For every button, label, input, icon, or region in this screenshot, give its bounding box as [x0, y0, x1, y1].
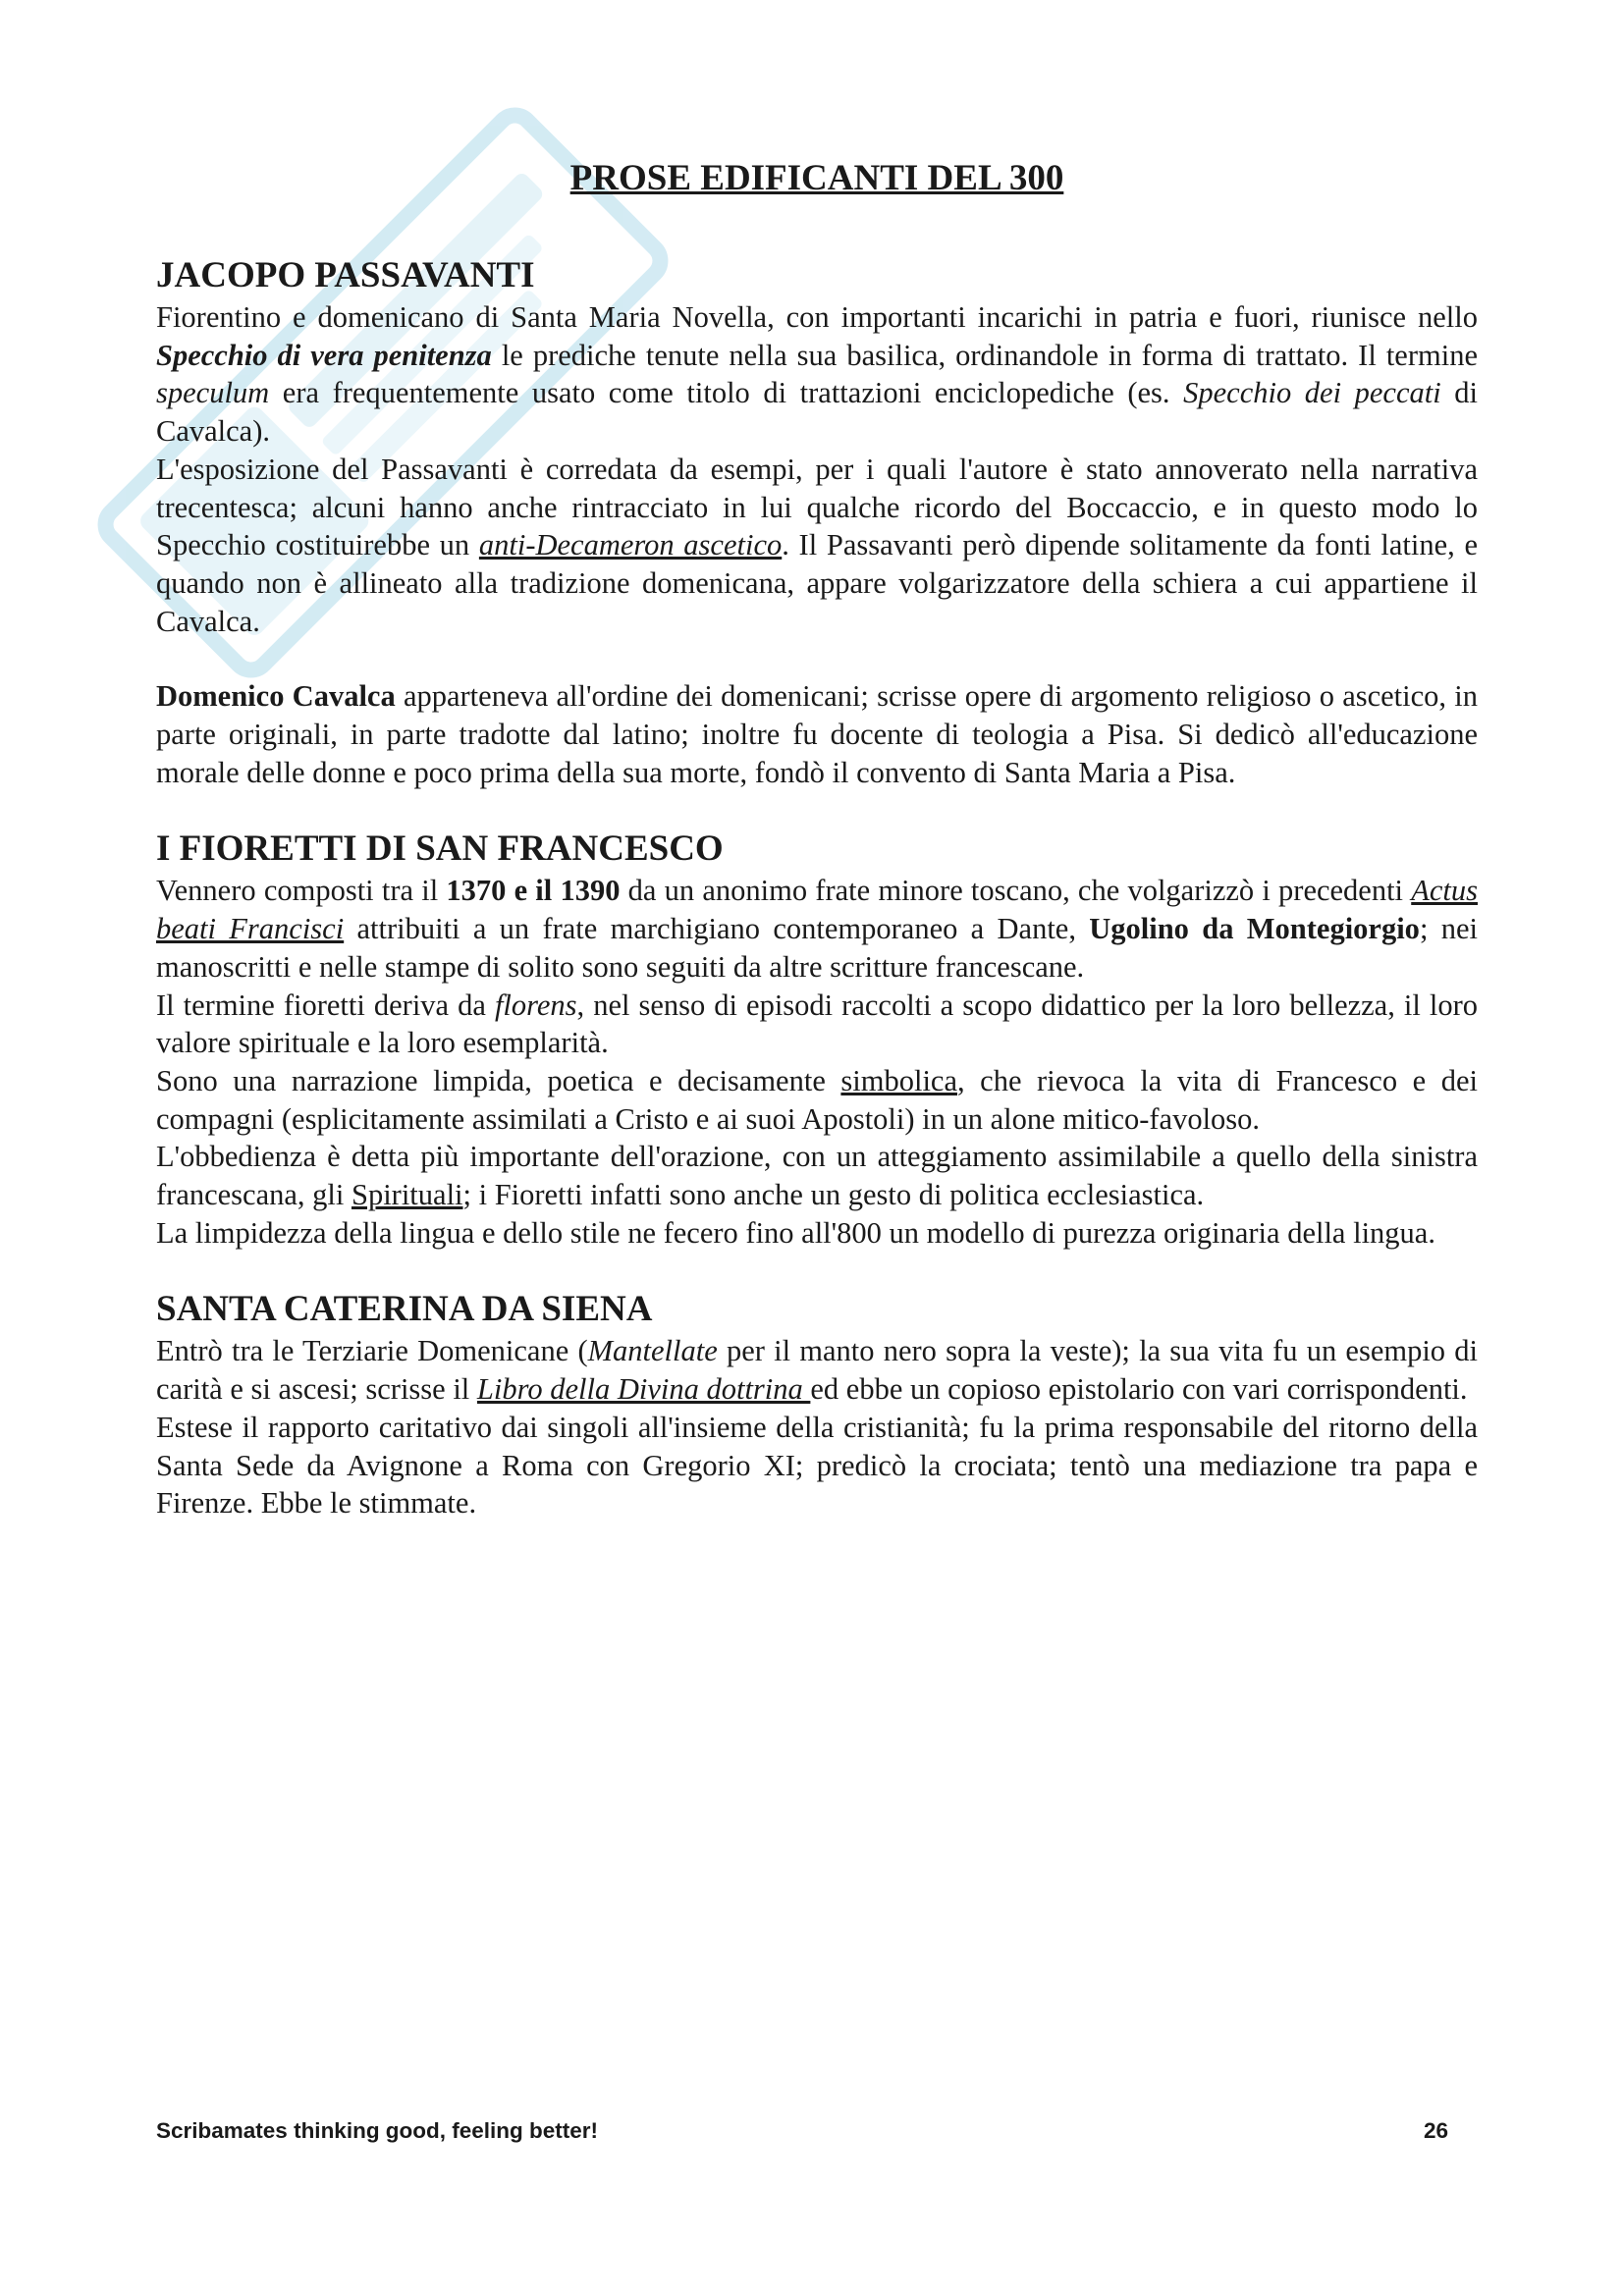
text-run: , che rievoca la vita di Francesco e dei compagni (esplicitamente assimilati a Cristo e ai suoi Apostoli) in un alone mitico-favoloso.: [156, 1063, 1478, 1136]
bold-dates: 1370 e il 1390: [446, 874, 621, 908]
section-heading: SANTA CATERINA DA SIENA: [156, 1289, 653, 1330]
text-run: Fiorentino e domenicano di Santa Maria Novella, con importanti incarichi in patria e fuori, riunisce nello: [156, 300, 1478, 334]
footer-slogan: Scribamates thinking good, feeling better!: [156, 2118, 599, 2143]
underlined-italic-title: Libro della Divina dottrina: [476, 1372, 811, 1407]
text-run: Entrò tra le Terziarie Domenicane (: [156, 1334, 588, 1368]
bold-name: Domenico Cavalca: [156, 679, 396, 714]
paragraph: [156, 872, 1478, 986]
paragraph: [156, 1062, 1478, 1138]
text-run: L'esposizione del Passavanti è corredata da esempi, per i quali l'autore è stato annoverato nella narrativa trecentesca; alcuni hanno anche rintracciato in lui qualche ricordo del Boccaccio, e in questo modo lo Specchio costituirebbe un: [156, 452, 1478, 562]
text-run: L'obbedienza è detta più importante dell'orazione, con un atteggiamento assimilabile a quello della sinistra francescana, gli: [156, 1140, 1478, 1212]
italic-term: florens: [494, 988, 577, 1022]
work-title-bold: Specchio di vera penitenza: [156, 338, 492, 372]
paragraph: [156, 987, 1478, 1062]
text-run: , nel senso di episodi raccolti a scopo didattico per la loro bellezza, il loro valore spirituale e la loro esemplarità.: [156, 988, 1478, 1060]
document-page: [156, 155, 1478, 1522]
text-run: ed ebbe un copioso epistolario con vari corrispondenti.: [810, 1372, 1468, 1407]
text-run: da un anonimo frate minore toscano, che volgarizzò i precedenti: [620, 874, 1412, 908]
underlined-italic-title: Actus beati Francisci: [156, 874, 1478, 946]
italic-title: Specchio dei peccati: [1183, 376, 1441, 410]
underlined-term: Spirituali: [351, 1178, 463, 1212]
paragraph: [156, 1138, 1478, 1213]
text-run: ; i Fioretti infatti sono anche un gesto di politica ecclesiastica.: [462, 1178, 1205, 1212]
paragraph: La limpidezza della lingua e dello stile ne fecero fino all'800 un modello di purezza originaria della lingua.: [156, 1215, 1435, 1250]
section-heading: I FIORETTI DI SAN FRANCESCO: [156, 828, 724, 870]
paragraph: [156, 1332, 1478, 1408]
text-run: Il termine fioretti deriva da: [156, 988, 495, 1022]
text-run: di Cavalca).: [156, 376, 1478, 449]
document-title: PROSE EDIFICANTI DEL 300: [569, 158, 1064, 198]
text-run: per il manto nero sopra la veste); la sua vita fu un esempio di carità e si ascesi; scrisse il: [156, 1334, 1478, 1407]
text-run: Vennero composti tra il: [156, 874, 447, 908]
underlined-term: simbolica: [840, 1063, 957, 1097]
text-run: ; nei manoscritti e nelle stampe di solito sono seguiti da altre scritture francescane.: [156, 912, 1478, 984]
text-run: . Il Passavanti però dipende solitamente da fonti latine, e quando non è allineato alla tradizione domenicana, appare volgarizzatore della schiera a cui appartiene il Cavalca.: [156, 528, 1479, 638]
italic-term: speculum: [156, 376, 270, 410]
text-run: apparteneva all'ordine dei domenicani; scrisse opere di argomento religioso o ascetico, in parte originali, in parte tradotte dal latino; inoltre fu docente di teologia a Pisa. Si dedicò all'educazione morale delle donne e poco prima della sua morte, fondò il convento di Santa Maria a Pisa.: [156, 679, 1478, 789]
paragraph: [156, 451, 1478, 641]
section-heading: JACOPO PASSAVANTI: [156, 255, 535, 295]
underlined-italic-term: anti-Decameron ascetico: [478, 528, 783, 562]
text-run: Sono una narrazione limpida, poetica e decisamente: [156, 1063, 841, 1097]
paragraph: [156, 677, 1478, 791]
paragraph: [156, 298, 1478, 451]
bold-name: Ugolino da Montegiorgio: [1089, 912, 1420, 946]
paragraph: Estese il rapporto caritativo dai singoli all'insieme della cristianità; fu la prima responsabile del ritorno della Santa Sede da Avignone a Roma con Gregorio XI; predicò la crociata; tentò una mediazione tra papa e Firenze. Ebbe le stimmate.: [156, 1410, 1478, 1521]
page-number: 26: [1423, 2118, 1448, 2143]
text-run: attribuiti a un frate marchigiano contemporaneo a Dante,: [344, 912, 1090, 946]
text-run: era frequentemente usato come titolo di trattazioni enciclopediche (es.: [269, 376, 1184, 410]
section-jacopo-passavanti: [156, 253, 1478, 791]
section-santa-caterina: [156, 1287, 1478, 1522]
text-run: le prediche tenute nella sua basilica, ordinandole in forma di trattato. Il termine: [491, 338, 1478, 372]
section-fioretti: [156, 827, 1478, 1252]
italic-term: Mantellate: [587, 1334, 718, 1368]
page-footer: [156, 2118, 1448, 2144]
